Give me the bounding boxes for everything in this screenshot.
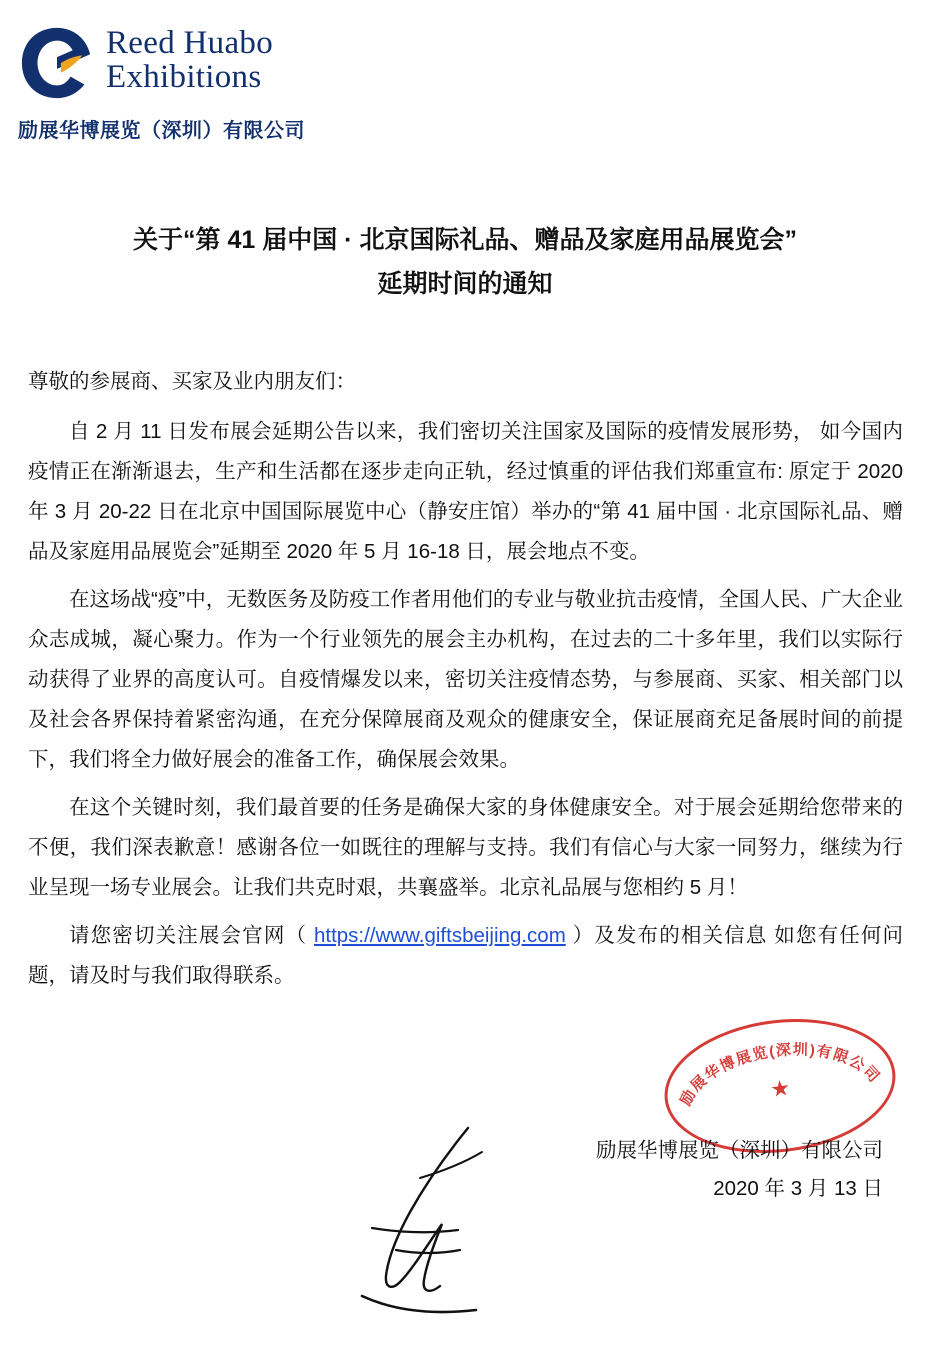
handwritten-signature [300, 1120, 540, 1320]
paragraph-3: 在这个关键时刻，我们最首要的任务是确保大家的身体健康安全。对于展会延期给您带来的不便，我们深表歉意！感谢各位一如既往的理解与支持。我们有信心与大家一同努力，继续为行业呈现一场专业展会。让我们共克时艰，共襄盛举。北京礼品展与您相约 5 月！ [28, 796, 903, 899]
document-title [60, 218, 870, 306]
title-line-2: 延期时间的通知 [377, 270, 553, 298]
seal-star-icon: ★ [768, 1074, 792, 1102]
title-line-1: 关于“第 41 届中国 · 北京国际礼品、赠品及家庭用品展览会” [133, 226, 797, 254]
paragraph-2: 在这场战“疫”中，无数医务及防疫工作者用他们的专业与敬业抗击疫情，全国人民、广大企业众志成城，凝心聚力。作为一个行业领先的展会主办机构，在过去的二十多年里，我们以实际行动获得了业界的高度认可。自疫情爆发以来，密切关注疫情态势，与参展商、买家、相关部门以及社会各界保持着紧密沟通，在充分保障展商及观众的健康安全，保证展商充足备展时间的前提下，我们将全力做好展会的准备工作，确保展会效果。 [28, 588, 903, 771]
reed-swoosh-logo-icon [18, 24, 96, 102]
letterhead [18, 18, 348, 148]
brand-chinese-name: 励展华博展览（深圳）有限公司 [18, 120, 305, 142]
brand-line-2: Exhibitions [106, 59, 262, 95]
salutation: 尊敬的参展商、买家及业内朋友们： [28, 370, 356, 393]
svg-text:励展华博展览(深圳)有限公司: 励展华博展览(深圳)有限公司 [677, 1041, 884, 1109]
signature-area [0, 1010, 927, 1360]
website-link[interactable]: https://www.giftsbeijing.com [313, 924, 566, 947]
signer-company: 励展华博展览（深圳）有限公司 [596, 1139, 883, 1162]
signer-block [596, 1132, 883, 1208]
paragraph-1: 自 2 月 11 日发布展会延期公告以来，我们密切关注国家及国际的疫情发展形势， 如今国内疫情正在渐渐退去，生产和生活都在逐步走向正轨，经过慎重的评估我们郑重宣布: 原定于 2020 年 3 月 20-22 日在北京中国国际展览中心（静安庄馆）举办的“第 41 届中国 · 北京国际礼品、赠品及家庭用品展览会”延期至 2020 年 5 月 16-18 日，展会地点不变。 [28, 420, 903, 563]
document-body [28, 362, 903, 1004]
paragraph-4 [28, 916, 903, 996]
paragraph-4-suffix: ）及发布的相关信息 如您有任何问题，请及时与我们取得联系。 [28, 924, 904, 987]
brand-line-1: Reed Huabo [106, 25, 274, 61]
paragraph-4-prefix: 请您密切关注展会官网（ [69, 924, 314, 947]
brand-wordmark [106, 26, 273, 94]
signature-date: 2020 年 3 月 13 日 [713, 1177, 883, 1200]
